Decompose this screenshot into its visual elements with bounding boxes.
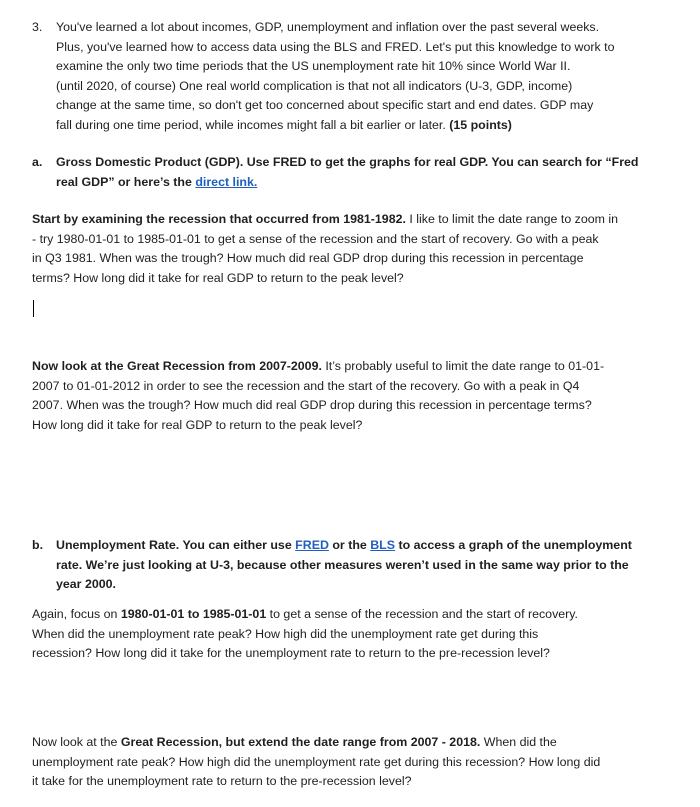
paragraph-great-recession-gdp[interactable]: Now look at the Great Recession from 2007-2009. It’s probably useful to limit the date range to 01-01- 2007 to 01-01-2012 in order to see the recession and the start of the recovery. Go with a peak in Q4 2007. When was the trough? How much did real GDP drop during this recession in percentage terms? How long did it take for real GDP to return to the peak level?	[32, 359, 605, 432]
direct-link[interactable]: direct link.	[195, 174, 258, 189]
question-line-last: fall during one time period, while incomes might fall a bit earlier or later. (15 points)	[56, 117, 512, 132]
question-number: 3.	[32, 20, 43, 34]
question-line: change at the same time, so don't get too concerned about specific start and end dates. GDP may	[56, 98, 594, 113]
question-line: You've learned a lot about incomes, GDP, unemployment and inflation over the past several weeks.	[56, 20, 600, 34]
part-a-heading: Gross Domestic Product (GDP). Use FRED to get the graphs for real GDP. You can search for “Fred real GDP” or here’s the direct link.	[56, 155, 639, 189]
question-line: (until 2020, of course) One real world complication is that not all indicators (U-3, GDP, income)	[56, 78, 573, 93]
question-line: Plus, you've learned how to access data using the BLS and FRED. Let's put this knowledge to work to	[56, 39, 615, 54]
points-label: (15 points)	[449, 117, 512, 132]
question-line: examine the only two time periods that the US unemployment rate hit 10% since World War II.	[56, 59, 571, 74]
part-a-label: a.	[32, 155, 43, 169]
paragraph-unemployment-great-recession[interactable]: Now look at the Great Recession, but extend the date range from 2007 - 2018. When did the unemployment rate peak? How high did the unemployment rate get during this recession? How long did it take for the unemployment rate to return to the pre-recession level?	[32, 735, 601, 789]
bls-link[interactable]: BLS	[370, 538, 396, 552]
part-b-heading: Unemployment Rate. You can either use FRED or the BLS to access a graph of the unemployment rate. We’re just looking at U-3, because other measures weren’t used in the same way prior to the year 2000.	[56, 538, 632, 592]
fred-link[interactable]: FRED	[295, 538, 329, 552]
question-intro[interactable]	[56, 18, 676, 136]
text-cursor[interactable]	[33, 300, 34, 317]
paragraph-unemployment-1980[interactable]: Again, focus on 1980-01-01 to 1985-01-01 to get a sense of the recession and the start of recovery. When did the unemployment rate peak? How high did the unemployment rate get during this recession? How long did it take for the unemployment rate to return to the pre-recession level?	[32, 607, 578, 661]
paragraph-1981-recession[interactable]: Start by examining the recession that occurred from 1981-1982. I like to limit the date range to zoom in - try 1980-01-01 to 1985-01-01 to get a sense of the recession and the start of recovery. Go with a peak in Q3 1981. When was the trough? How much did real GDP drop during this recession in percentage terms? How long did it take for real GDP to return to the peak level?	[32, 212, 619, 285]
part-b-label: b.	[32, 538, 44, 552]
